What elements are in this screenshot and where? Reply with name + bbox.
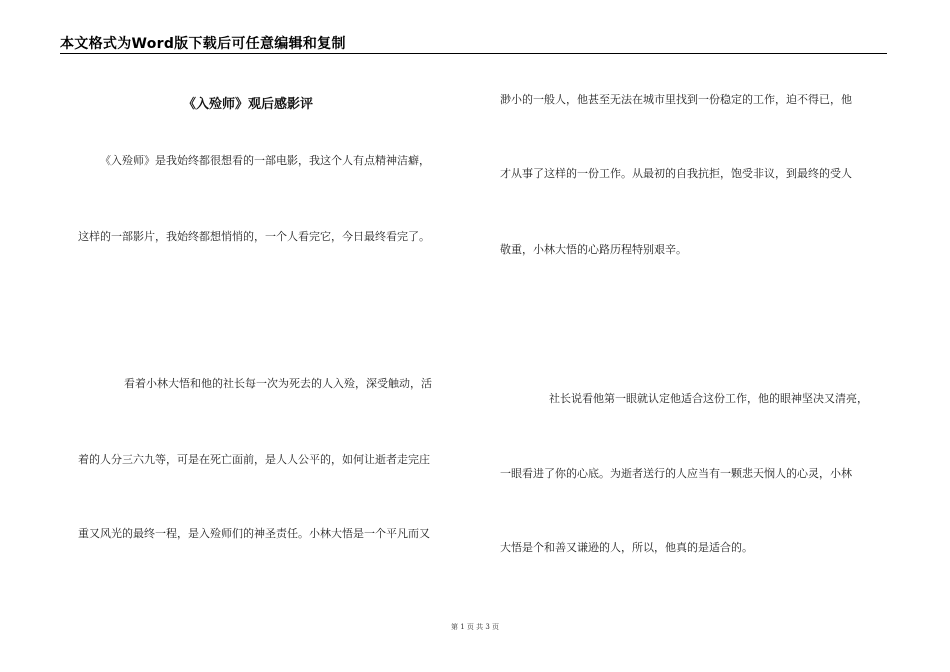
paragraph-line: 着的人分三六九等，可是在死亡面前，是人人公平的，如何让逝者走完庄 (78, 453, 430, 466)
header-divider (60, 53, 887, 54)
paragraph-line: 渺小的一般人，他甚至无法在城市里找到一份稳定的工作，迫不得已，他 (500, 93, 852, 106)
paragraph-line: 社长说看他第一眼就认定他适合这份工作，他的眼神坚决又清亮， (549, 392, 868, 405)
paragraph-line: 看着小林大悟和他的社长每一次为死去的人入殓，深受触动，活 (124, 377, 432, 390)
article-title: 《入殓师》观后感影评 (183, 97, 314, 112)
paragraph-line: 重又风光的最终一程，是入殓师们的神圣责任。小林大悟是一个平凡而又 (78, 527, 430, 540)
paragraph-line: 敬重，小林大悟的心路历程特别艰辛。 (500, 243, 687, 256)
paragraph-line: 大悟是个和善又谦逊的人，所以，他真的是适合的。 (500, 541, 753, 554)
paragraph-line: 这样的一部影片，我始终都想悄悄的，一个人看完它，今日最终看完了。 (78, 230, 430, 243)
paragraph-line: 才从事了这样的一份工作。从最初的自我抗拒，饱受非议，到最终的受人 (500, 167, 852, 180)
page-number: 第 1 页 共 3 页 (450, 623, 500, 631)
paragraph-line: 一眼看进了你的心底。为逝者送行的人应当有一颗悲天悯人的心灵，小林 (500, 467, 852, 480)
document-header: 本文格式为Word版下载后可任意编辑和复制 (60, 36, 346, 52)
paragraph-line: 《入殓师》是我始终都很想看的一部电影，我这个人有点精神洁癖， (100, 154, 430, 167)
